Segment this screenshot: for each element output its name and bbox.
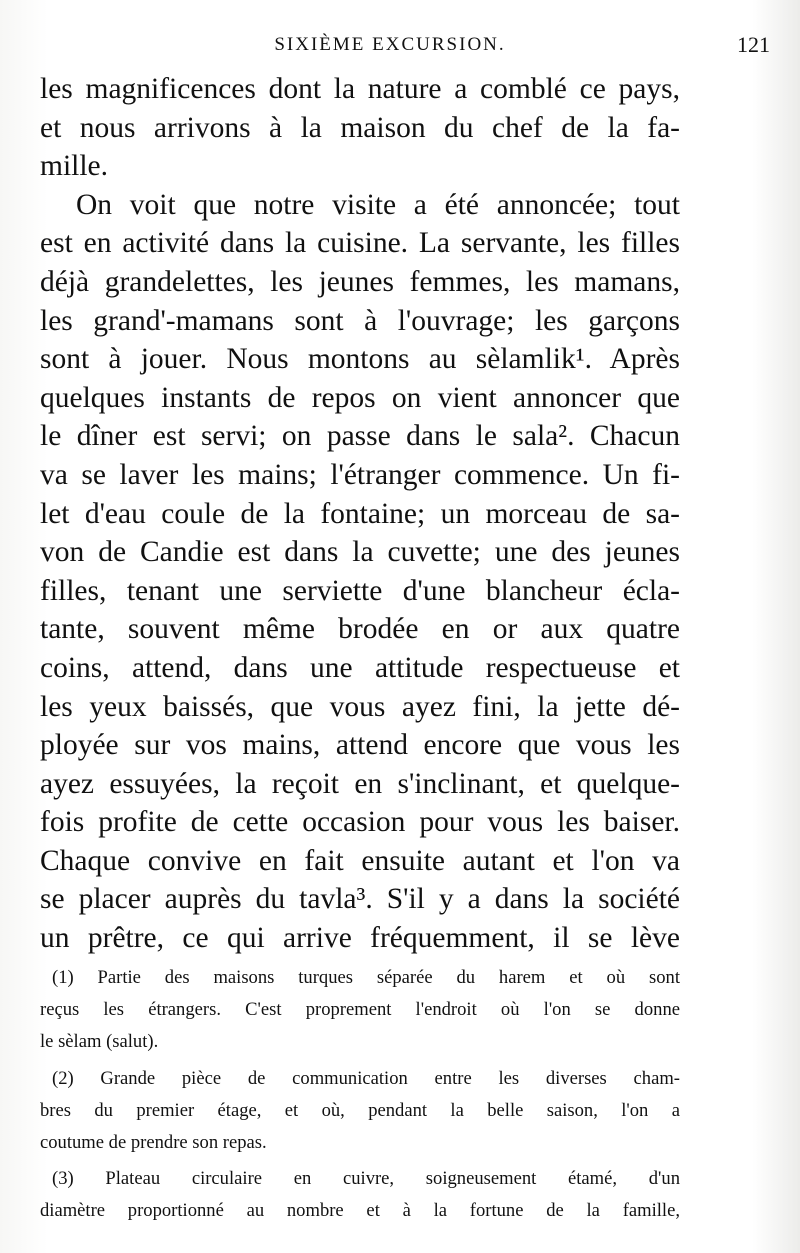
page-header [40, 32, 770, 60]
text-line: va se laver les mains; l'étranger commence. Un fi- [40, 458, 680, 491]
text-line: est en activité dans la cuisine. La servante, les filles [40, 227, 680, 260]
footnotes [40, 962, 680, 1228]
footnote-line: (1) Partie des maisons turques séparée du harem et où sont [52, 967, 680, 988]
footnote-line: (3) Plateau circulaire en cuivre, soigneusement étamé, d'un [52, 1168, 680, 1190]
text-line: les magnificences dont la nature a comblé ce pays, [40, 73, 680, 105]
footnote-line: (2) Grande pièce de communication entre les diverses cham- [52, 1067, 680, 1089]
text-line: ayez essuyées, la reçoit en s'inclinant, et quelque- [40, 767, 680, 800]
text-line: von de Candie est dans la cuvette; une des jeunes [40, 536, 680, 569]
text-line: ployée sur vos mains, attend encore que vous les [40, 729, 680, 762]
text-line: On voit que notre visite a été annoncée; tout [76, 188, 680, 221]
footnote-1 [40, 962, 680, 1059]
text-line: Chaque convive en fait ensuite autant et l'on va [40, 844, 680, 877]
text-line: le dîner est servi; on passe dans le sala². Chacun [40, 420, 680, 453]
running-head: SIXIÈME EXCURSION. [274, 34, 506, 55]
text-line: mille. [40, 150, 109, 183]
text-line: tante, souvent même brodée en or aux quatre [40, 613, 680, 646]
footnote-line: reçus les étrangers. C'est proprement l'endroit où l'on se donne [40, 999, 680, 1021]
footnote-line: coutume de prendre son repas. [40, 1131, 267, 1153]
text-line: fois profite de cette occasion pour vous les baiser. [40, 806, 680, 839]
text-line: quelques instants de repos on vient annoncer que [40, 381, 680, 414]
main-text [40, 70, 680, 958]
text-line: let d'eau coule de la fontaine; un morceau de sa- [40, 497, 680, 530]
footnote-line: diamètre proportionné au nombre et à la fortune de la famille, [40, 1200, 680, 1222]
footnote-line: bres du premier étage, et où, pendant la belle saison, l'on a [40, 1099, 680, 1121]
text-line: les grand'-mamans sont à l'ouvrage; les garçons [40, 304, 680, 337]
footnote-2 [40, 1063, 680, 1160]
text-line: les yeux baissés, que vous ayez fini, la jette dé- [40, 690, 680, 723]
text-line: déjà grandelettes, les jeunes femmes, les mamans, [40, 265, 680, 298]
text-line: se placer auprès du tavla³. S'il y a dans la société [40, 883, 680, 916]
page-number: 121 [737, 32, 770, 57]
text-line: sont à jouer. Nous montons au sèlamlik¹. Après [40, 343, 680, 376]
footnote-line: le sèlam (salut). [40, 1031, 159, 1053]
footnote-3 [40, 1163, 680, 1227]
text-line: filles, tenant une serviette d'une blancheur écla- [40, 574, 680, 607]
text-line: et nous arrivons à la maison du chef de la fa- [40, 111, 680, 144]
text-line: coins, attend, dans une attitude respectueuse et [40, 651, 680, 684]
text-line: un prêtre, ce qui arrive fréquemment, il se lève [40, 922, 680, 955]
